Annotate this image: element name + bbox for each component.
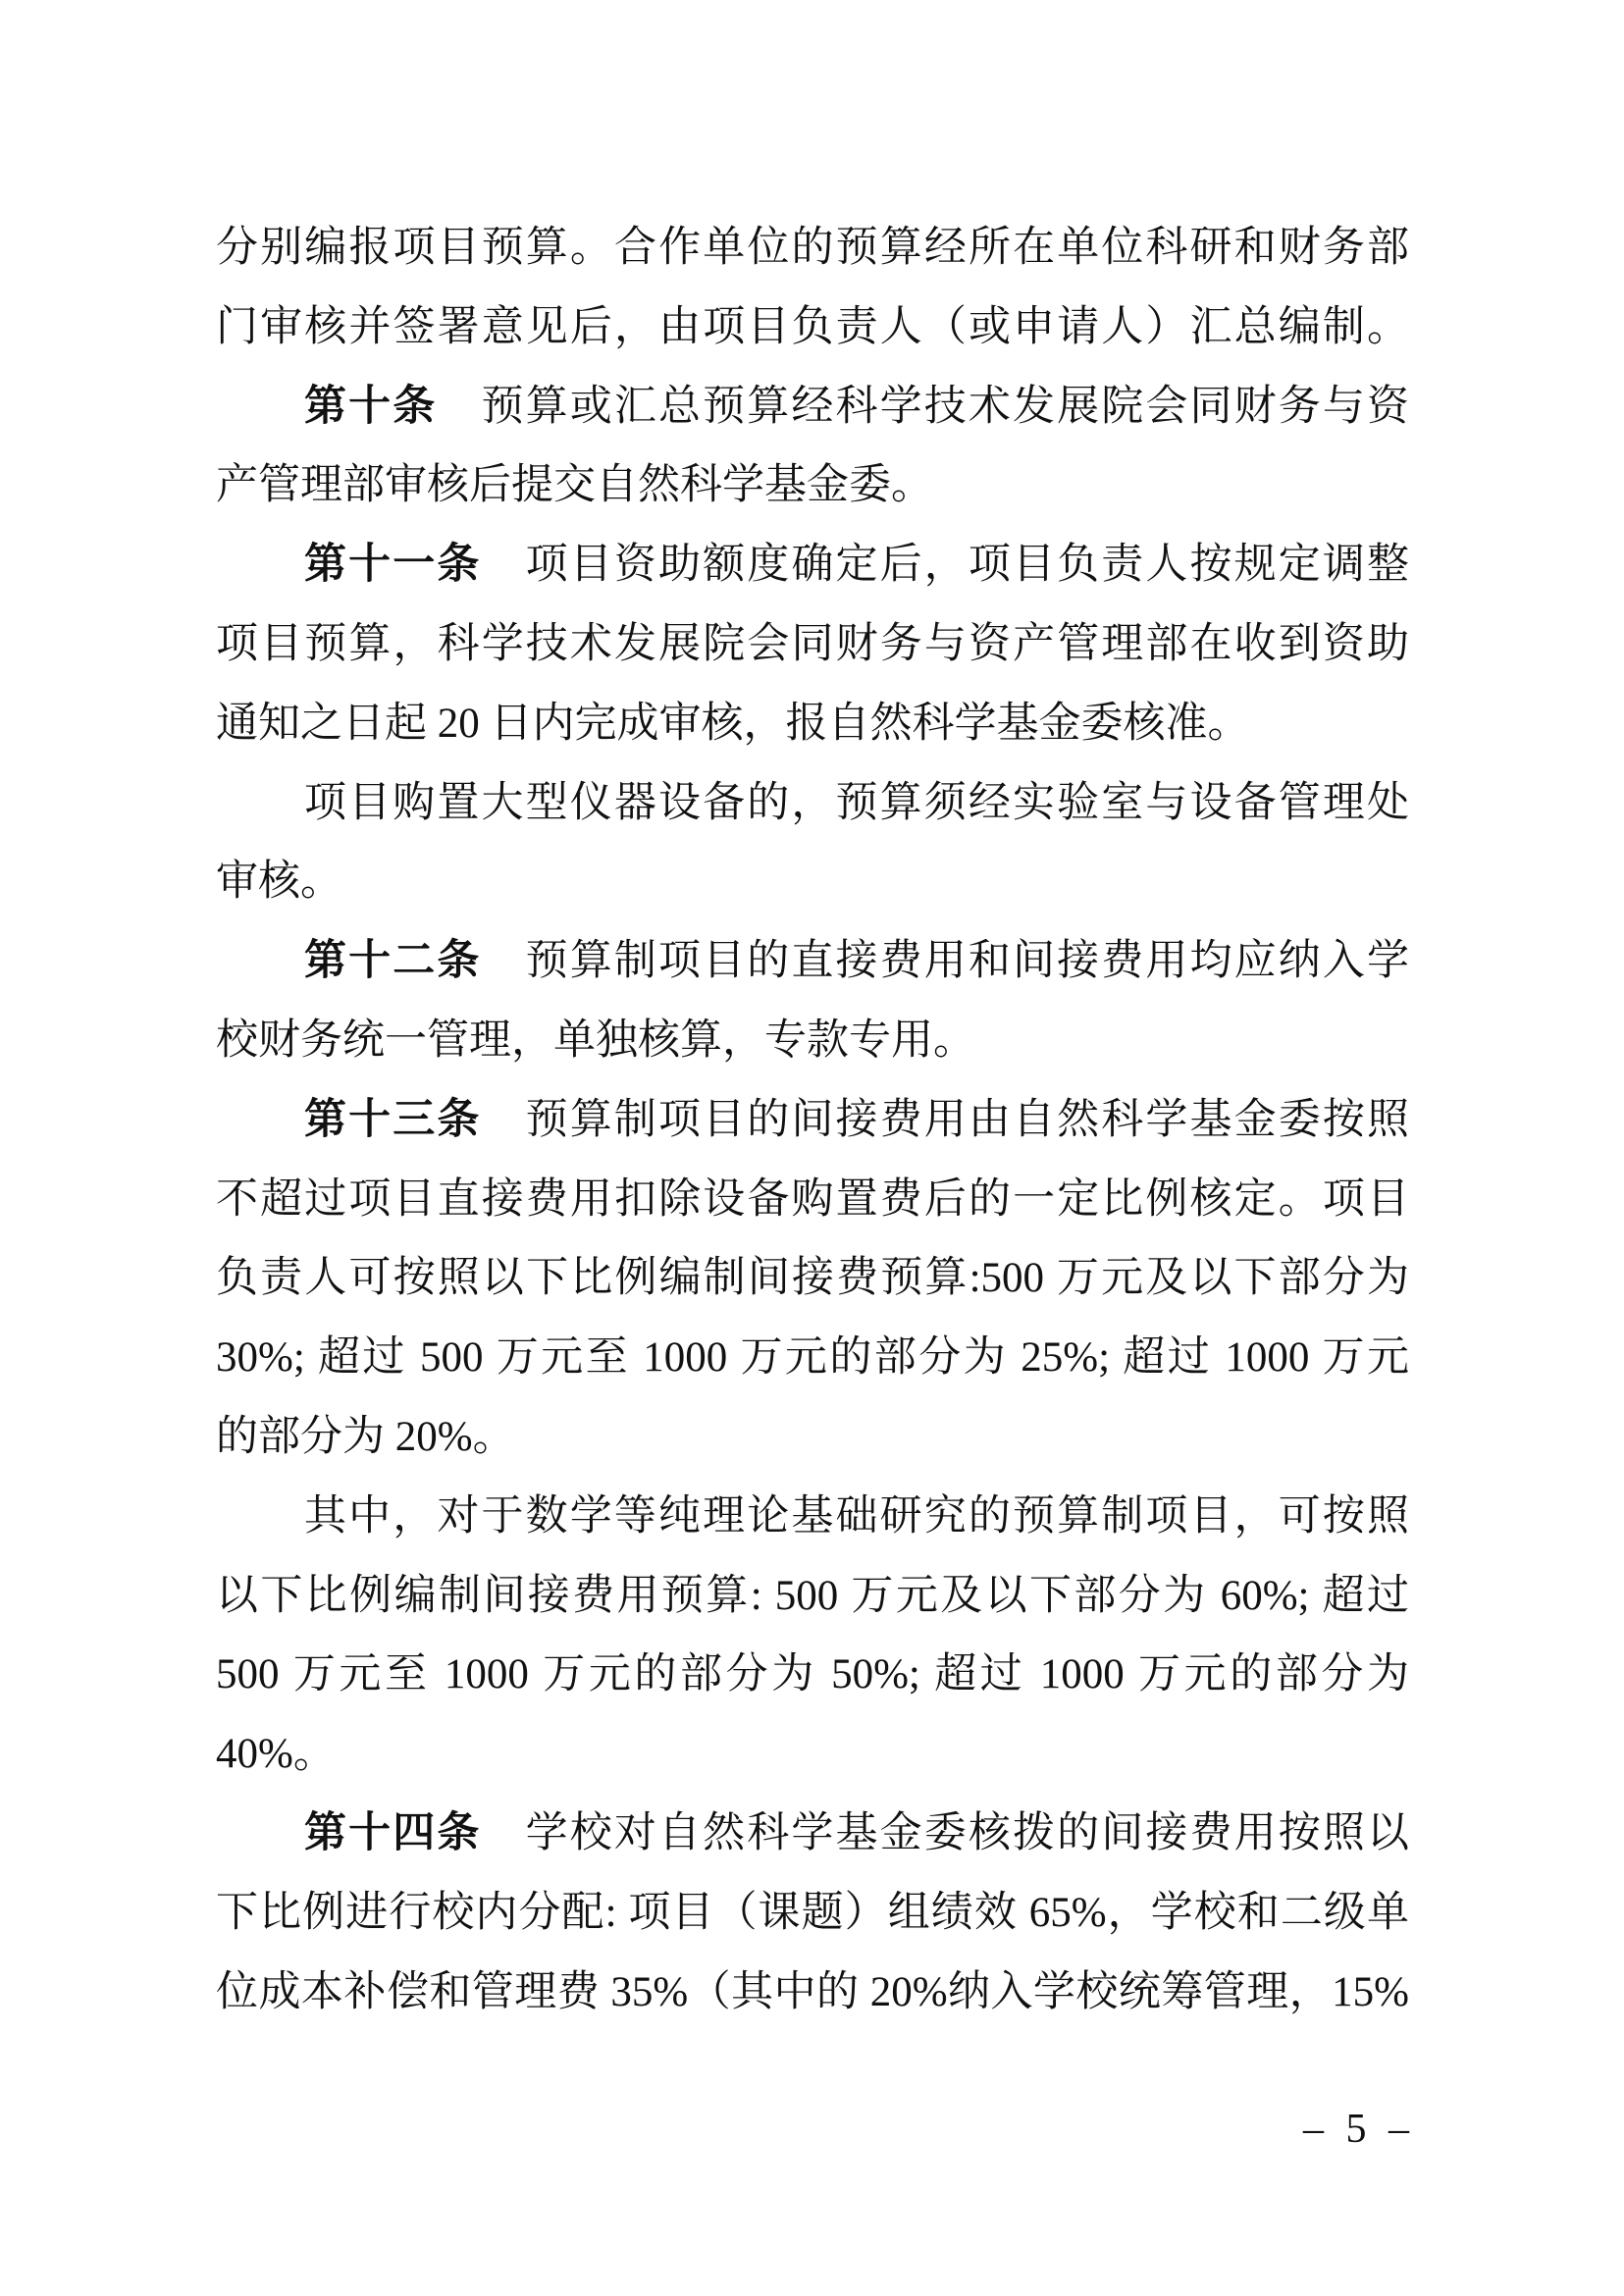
article-heading: 第十条 — [304, 383, 438, 430]
article-heading: 第十三条 — [304, 1096, 482, 1143]
article-heading: 第十一条 — [304, 542, 482, 589]
text-line: 第十四条 学校对自然科学基金委核拨的间接费用按照以 — [304, 1809, 1409, 1856]
text-line: 通知之日起 20 日内完成审核，报自然科学基金委核准。 — [216, 700, 1250, 747]
document-body — [216, 209, 1409, 2032]
text-line: 项目购置大型仪器设备的，预算须经实验室与设备管理处 — [304, 779, 1409, 826]
text-line: 其中，对于数学等纯理论基础研究的预算制项目，可按照 — [304, 1492, 1409, 1539]
text-line: 门审核并签署意见后，由项目负责人（或申请人）汇总编制。 — [216, 303, 1409, 350]
text-line: 审核。 — [216, 859, 342, 906]
text-line: 第十二条 预算制项目的直接费用和间接费用均应纳入学 — [304, 938, 1409, 985]
text-line: 产管理部审核后提交自然科学基金委。 — [216, 462, 933, 509]
text-line: 第十条 预算或汇总预算经科学技术发展院会同财务与资 — [304, 383, 1409, 430]
article-heading: 第十二条 — [304, 938, 482, 985]
text-line: 的部分为 20%。 — [216, 1413, 515, 1460]
page-number: – 5 – — [1303, 2107, 1411, 2152]
text-line: 第十一条 项目资助额度确定后，项目负责人按规定调整 — [304, 542, 1409, 589]
text-line: 不超过项目直接费用扣除设备购置费后的一定比例核定。项目 — [216, 1175, 1409, 1223]
text-line: 500 万元至 1000 万元的部分为 50%; 超过 1000 万元的部分为 — [216, 1651, 1409, 1698]
text-line: 负责人可按照以下比例编制间接费预算:500 万元及以下部分为 — [216, 1255, 1409, 1302]
text-line: 分别编报项目预算。合作单位的预算经所在单位科研和财务部 — [216, 225, 1409, 271]
text-line: 项目预算，科学技术发展院会同财务与资产管理部在收到资助 — [216, 620, 1409, 667]
text-line: 40%。 — [216, 1731, 336, 1778]
article-heading: 第十四条 — [304, 1809, 482, 1856]
text-line: 第十三条 预算制项目的间接费用由自然科学基金委按照 — [304, 1096, 1409, 1143]
text-line: 下比例进行校内分配: 项目（课题）组绩效 65%，学校和二级单 — [216, 1889, 1409, 1936]
text-line: 30%; 超过 500 万元至 1000 万元的部分为 25%; 超过 1000 万元 — [216, 1334, 1409, 1382]
text-line: 校财务统一管理，单独核算，专款专用。 — [216, 1017, 975, 1064]
text-line: 位成本补偿和管理费 35%（其中的 20%纳入学校统筹管理，15% — [216, 1968, 1409, 2015]
text-line: 以下比例编制间接费用预算: 500 万元及以下部分为 60%; 超过 — [216, 1572, 1409, 1619]
